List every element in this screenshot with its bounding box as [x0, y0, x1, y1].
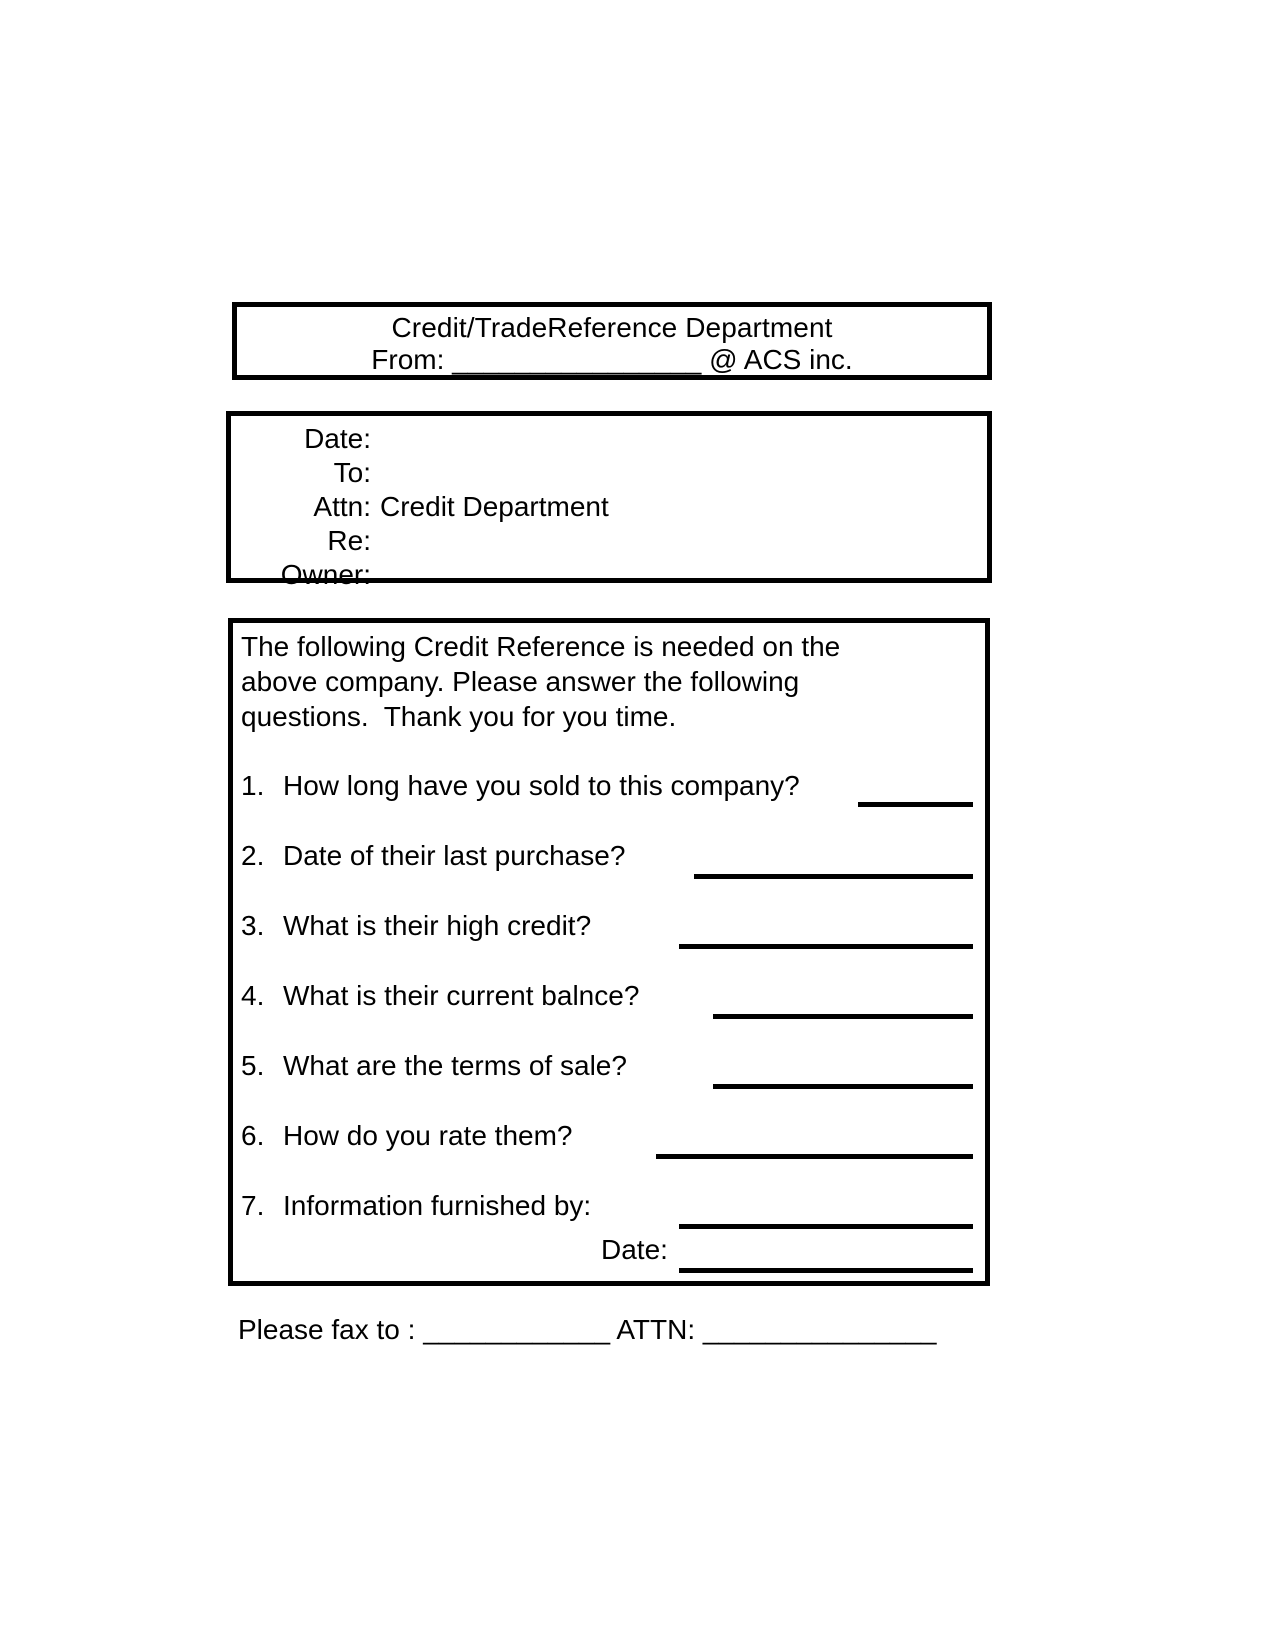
re-label: Re:	[327, 525, 371, 556]
address-box	[226, 411, 992, 590]
question-number-1: 1.	[241, 770, 265, 801]
date-label: Date:	[304, 423, 371, 454]
question-text-3: What is their high credit?	[283, 910, 592, 941]
question-text-6: How do you rate them?	[283, 1120, 573, 1151]
questions-box	[228, 618, 990, 1286]
answer-line-3[interactable]	[679, 944, 973, 949]
question-row-7	[241, 1188, 985, 1232]
question-text-1: How long have you sold to this company?	[283, 770, 800, 801]
intro-paragraph	[241, 629, 861, 734]
furnished-date-line[interactable]	[679, 1268, 973, 1273]
answer-line-6[interactable]	[656, 1154, 973, 1159]
question-number-5: 5.	[241, 1050, 265, 1081]
question-text-5: What are the terms of sale?	[283, 1050, 627, 1081]
furnished-date-row	[241, 1232, 985, 1276]
attn-label: Attn:	[313, 491, 371, 522]
question-row-3	[241, 908, 985, 978]
question-row-2	[241, 838, 985, 908]
question-text-7: Information furnished by:	[283, 1190, 592, 1221]
question-row-1	[241, 768, 985, 838]
intro-line-2: above company. Please answer the following	[241, 666, 800, 697]
question-row-6	[241, 1118, 985, 1188]
to-label: To:	[333, 457, 371, 488]
question-number-2: 2.	[241, 840, 265, 871]
department-title: Credit/TradeReference Department	[391, 312, 833, 343]
question-number-3: 3.	[241, 910, 265, 941]
owner-label: Owner:	[280, 559, 371, 590]
answer-line-1[interactable]	[858, 802, 973, 807]
address-row-attn	[231, 490, 987, 524]
attn-value[interactable]: Credit Department	[380, 491, 609, 522]
intro-line-1: The following Credit Reference is needed on the	[241, 631, 841, 662]
question-text-4: What is their current balnce?	[283, 980, 640, 1011]
address-row-to	[231, 456, 987, 490]
address-row-date	[231, 422, 987, 456]
question-row-4	[241, 978, 985, 1048]
address-row-owner	[231, 558, 987, 592]
address-row-re	[231, 524, 987, 558]
question-number-4: 4.	[241, 980, 265, 1011]
intro-spacer	[241, 734, 985, 768]
from-line: From: ________________ @ ACS inc.	[371, 344, 853, 375]
question-text-2: Date of their last purchase?	[283, 840, 626, 871]
intro-line-3: questions. Thank you for you time.	[241, 701, 677, 732]
question-number-6: 6.	[241, 1120, 265, 1151]
question-row-5	[241, 1048, 985, 1118]
furnished-date-label: Date:	[601, 1234, 668, 1265]
fax-instruction: Please fax to : ____________ ATTN: _______________	[238, 1314, 937, 1345]
question-number-7: 7.	[241, 1190, 265, 1221]
answer-line-5[interactable]	[713, 1084, 973, 1089]
answer-line-7[interactable]	[679, 1224, 973, 1229]
answer-line-4[interactable]	[713, 1014, 973, 1019]
answer-line-2[interactable]	[694, 874, 973, 879]
header-box	[232, 302, 992, 380]
